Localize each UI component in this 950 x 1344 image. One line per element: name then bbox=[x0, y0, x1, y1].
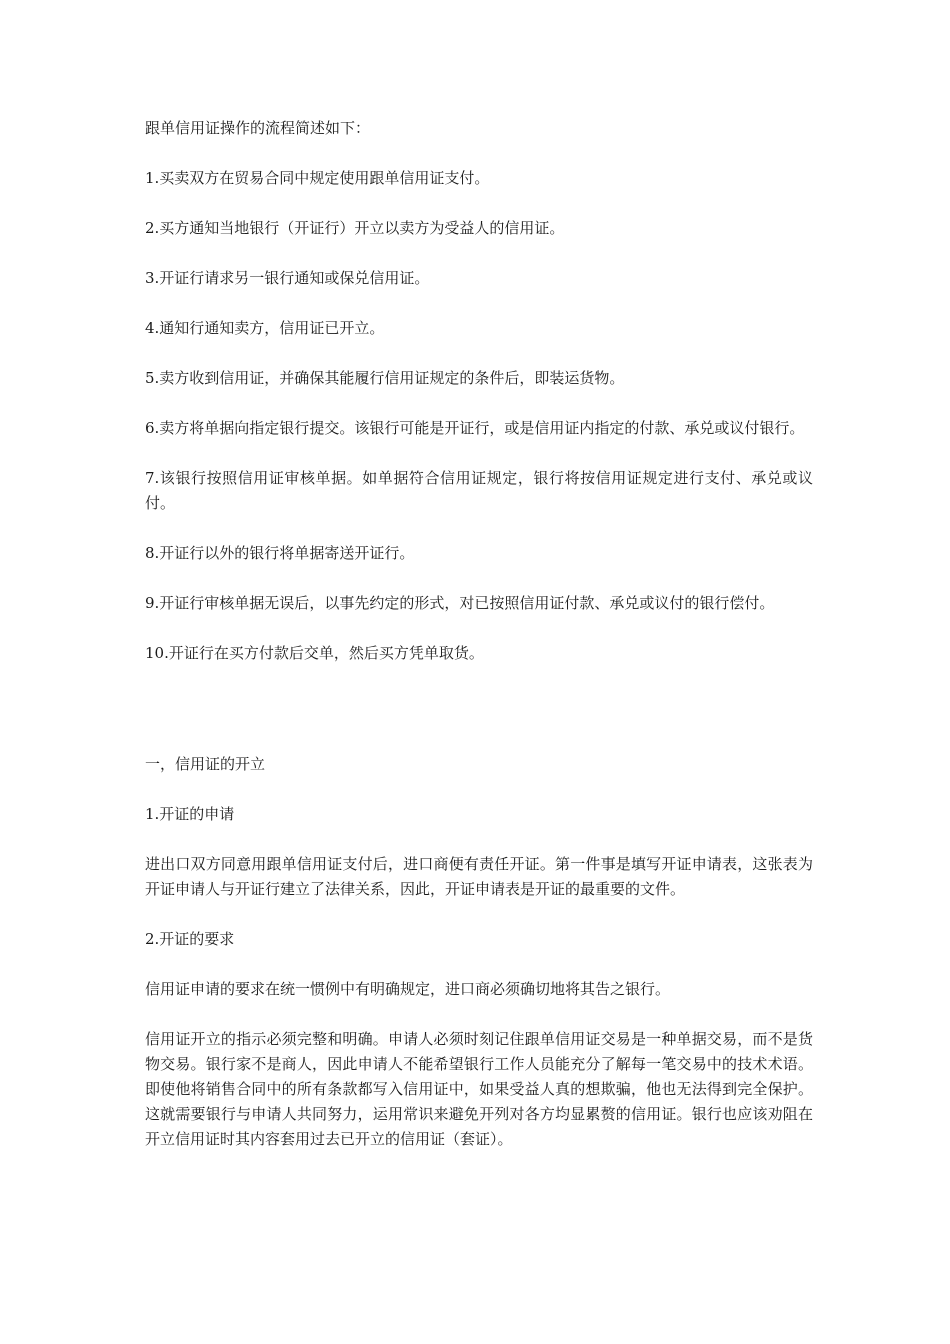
subsection-1-heading: 1.开证的申请 bbox=[145, 805, 235, 823]
document-body bbox=[145, 116, 813, 1177]
section-heading: 一，信用证的开立 bbox=[145, 755, 266, 773]
step-8: 8.开证行以外的银行将单据寄送开证行。 bbox=[145, 544, 415, 562]
step-7: 7.该银行按照信用证审核单据。如单据符合信用证规定，银行将按信用证规定进行支付、承兑或议付。 bbox=[145, 469, 813, 512]
step-1: 1.买卖双方在贸易合同中规定使用跟单信用证支付。 bbox=[145, 169, 490, 187]
subsection-1-body: 进出口双方同意用跟单信用证支付后，进口商便有责任开证。第一件事是填写开证申请表，这张表为开证申请人与开证行建立了法律关系，因此，开证申请表是开证的最重要的文件。 bbox=[145, 855, 813, 898]
step-6: 6.卖方将单据向指定银行提交。该银行可能是开证行，或是信用证内指定的付款、承兑或议付银行。 bbox=[145, 419, 805, 437]
subsection-2-heading: 2.开证的要求 bbox=[145, 930, 235, 948]
step-9: 9.开证行审核单据无误后，以事先约定的形式，对已按照信用证付款、承兑或议付的银行偿付。 bbox=[145, 594, 775, 612]
step-3: 3.开证行请求另一银行通知或保兑信用证。 bbox=[145, 269, 430, 287]
subsection-2-body-2: 信用证开立的指示必须完整和明确。申请人必须时刻记住跟单信用证交易是一种单据交易，而不是货物交易。银行家不是商人，因此申请人不能希望银行工作人员能充分了解每一笔交易中的技术术语。即使他将销售合同中的所有条款都写入信用证中，如果受益人真的想欺骗，他也无法得到完全保护。这就需要银行与申请人共同努力，运用常识来避免开列对各方均显累赘的信用证。银行也应该劝阻在开立信用证时其内容套用过去已开立的信用证（套证）。 bbox=[145, 1030, 813, 1148]
subsection-2-body-1: 信用证申请的要求在统一惯例中有明确规定，进口商必须确切地将其告之银行。 bbox=[145, 980, 671, 998]
step-10: 10.开证行在买方付款后交单，然后买方凭单取货。 bbox=[145, 644, 484, 662]
intro-paragraph: 跟单信用证操作的流程简述如下： bbox=[145, 119, 371, 137]
step-5: 5.卖方收到信用证，并确保其能履行信用证规定的条件后，即装运货物。 bbox=[145, 369, 625, 387]
step-2: 2.买方通知当地银行（开证行）开立以卖方为受益人的信用证。 bbox=[145, 219, 565, 237]
step-4: 4.通知行通知卖方，信用证已开立。 bbox=[145, 319, 385, 337]
